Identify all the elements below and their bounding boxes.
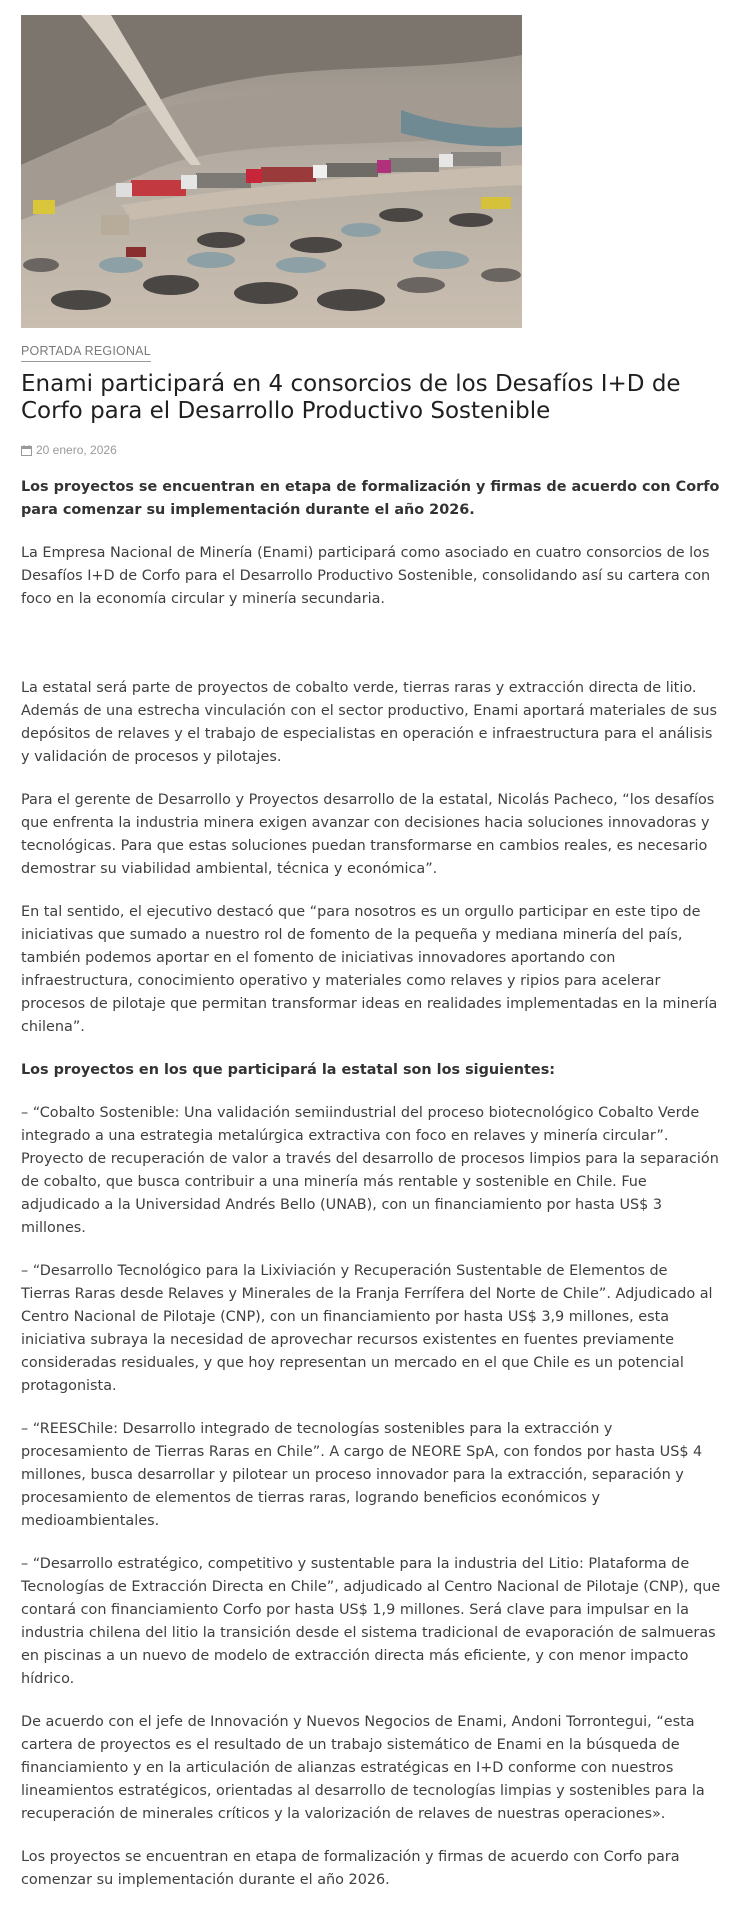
calendar-icon [21, 445, 32, 456]
hero-image [21, 15, 522, 328]
article-title: Enami participará en 4 consorcios de los Desafíos I+D de Corfo para el Desarrollo Productivo Sostenible [21, 371, 681, 424]
projects-heading: Los proyectos en los que participará la estatal son los siguientes: [21, 1062, 556, 1078]
article-lead: Los proyectos se encuentran en etapa de formalización y firmas de acuerdo con Corfo para comenzar su implementación durante el año 2026. [21, 479, 720, 518]
project-item: – “REESChile: Desarrollo integrado de tecnologías sostenibles para la extracción y procesamiento de Tierras Raras en Chile”. A cargo de NEORE SpA, con fondos por hasta US$ 4 millones, busca desarrollar y pilotear un proceso innovador para la extracción, separación y procesamiento de elementos de tierras raras, logrando beneficios económicos y medioambientales. [21, 1421, 703, 1529]
paragraph: En tal sentido, el ejecutivo destacó que “para nosotros es un orgullo participar en este tipo de iniciativas que sumado a nuestro rol de fomento de la pequeña y mediana minería del país, también podemos aportar en el fomento de iniciativas innovadores aportando con infraestructura, conocimiento operativo y materiales como relaves y ripios para acelerar procesos de pilotaje que permitan transformar ideas en realidades implementadas en la minería chilena”. [21, 904, 718, 1035]
date-text: 20 enero, 2026 [36, 443, 117, 457]
paragraph: Los proyectos se encuentran en etapa de formalización y firmas de acuerdo con Corfo para comenzar su implementación durante el año 2026. [21, 1849, 680, 1888]
hero-photo-illustration [21, 15, 522, 328]
project-item: – “Cobalto Sostenible: Una validación semiindustrial del proceso biotecnológico Cobalto Verde integrado a una estrategia metalúrgica extractiva con foco en relaves y minería circular”. Proyecto de recuperación de valor a través del desarrollo de procesos limpios para la separación de cobalto, que busca contribuir a una minería más rentable y sostenible en Chile. Fue adjudicado a la Universidad Andrés Bello (UNAB), con un financiamiento por hasta US$ 3 millones. [21, 1105, 719, 1236]
paragraph: La estatal será parte de proyectos de cobalto verde, tierras raras y extracción directa de litio. Además de una estrecha vinculación con el sector productivo, Enami aportará materiales de sus depósitos de relaves y el trabajo de especialistas en operación e infraestructura para el análisis y validación de procesos y pilotajes. [21, 680, 718, 765]
paragraph: La Empresa Nacional de Minería (Enami) participará como asociado en cuatro consorcios de los Desafíos I+D de Corfo para el Desarrollo Productivo Sostenible, consolidando así su cartera con foco en la economía circular y minería secundaria. [21, 545, 711, 607]
project-item: – “Desarrollo estratégico, competitivo y sustentable para la industria del Litio: Plataforma de Tecnologías de Extracción Directa en Chile”, adjudicado al Centro Nacional de Pilotaje (CNP), que contará con financiamiento Corfo por hasta US$ 1,9 millones. Será clave para impulsar en la industria chilena del litio la transición desde el sistema tradicional de evaporación de salmueras en piscinas a un nuevo de modelo de extracción directa más eficiente, y con menor impacto hídrico. [21, 1556, 721, 1687]
project-item: – “Desarrollo Tecnológico para la Lixiviación y Recuperación Sustentable de Elementos de Tierras Raras desde Relaves y Minerales de la Franja Ferrífera del Norte de Chile”. Adjudicado al Centro Nacional de Pilotaje (CNP), con un financiamiento por hasta US$ 3,9 millones, esta iniciativa subraya la necesidad de aprovechar recursos existentes en fuentes previamente consideradas residuales, y que hoy representan un mercado en el que Chile es un potencial protagonista. [21, 1263, 713, 1394]
article-date [21, 443, 117, 457]
article-body [21, 476, 721, 1912]
paragraph: Para el gerente de Desarrollo y Proyectos desarrollo de la estatal, Nicolás Pacheco, “los desafíos que enfrenta la industria minera exigen avanzar con decisiones hacia soluciones innovadoras y tecnológicas. Para que estas soluciones puedan transformarse en cambios reales, es necesario demostrar su viabilidad ambiental, técnica y económica”. [21, 792, 715, 877]
paragraph: De acuerdo con el jefe de Innovación y Nuevos Negocios de Enami, Andoni Torrontegui, “esta cartera de proyectos es el resultado de un trabajo sistemático de Enami en la búsqueda de financiamiento y en la articulación de alianzas estratégicas en I+D conforme con nuestros lineamientos estratégicos, orientadas al desarrollo de tecnologías limpias y sostenibles para la recuperación de minerales críticos y la valorización de relaves de nuestras operaciones». [21, 1714, 705, 1822]
category-link[interactable]: PORTADA REGIONAL [21, 344, 151, 362]
